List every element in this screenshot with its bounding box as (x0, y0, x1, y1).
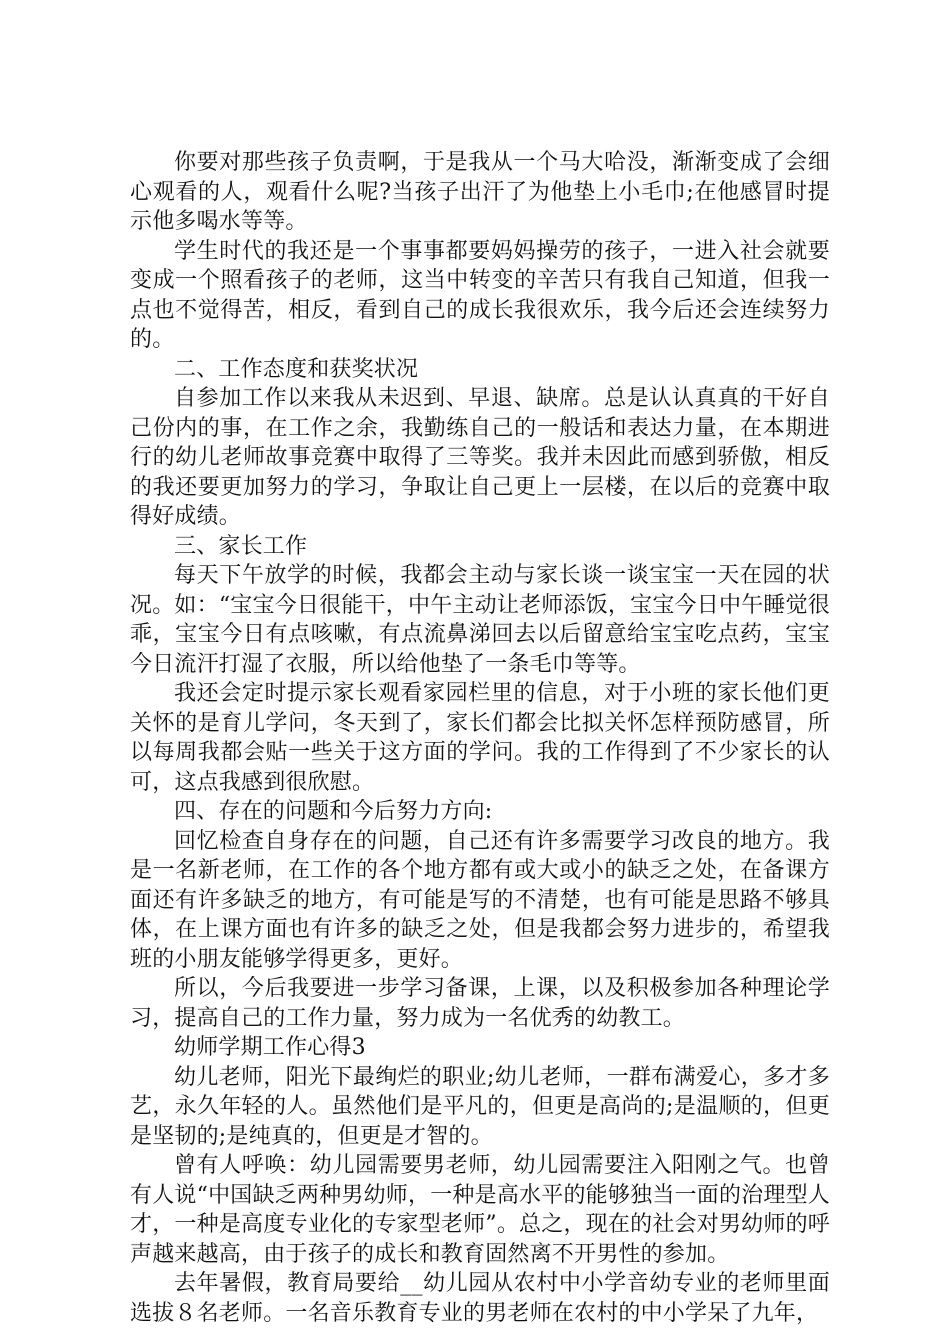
section-heading-2: 二、工作态度和获奖状况 (174, 356, 419, 382)
section-heading-4: 四、存在的问题和今后努力方向: (174, 799, 493, 824)
paragraph-2: 学生时代的我还是一个事事都要妈妈操劳的孩子，一进入社会就要变成一个照看孩子的老师，这当中转变的辛苦只有我自己知道，但我一点也不觉得苦，相反，看到自己的成长我很欢乐，我今后还会连续努力的。 (130, 238, 830, 352)
paragraph-6: 每天下午放学的时候，我都会主动与家长谈一谈宝宝一天在园的状况。如：“宝宝今日很能干，中午主动让老师添饭，宝宝今日中午睡觉很乖，宝宝今日有点咳嗽，有点流鼻涕回去以后留意给宝宝吃点药，宝宝今日流汗打湿了衣服，所以给他垫了一条毛巾等等。 (130, 563, 830, 677)
paragraph-9: 回忆检查自身存在的问题，自己还有许多需要学习改良的地方。我是一名新老师，在工作的各个地方都有或大或小的缺乏之处，在备课方面还有许多缺乏的地方，有可能是写的不清楚，也有可能是思路不够具体，在上课方面也有许多的缺乏之处，但是我都会努力进步的，希望我班的小朋友能够学得更多，更好。 (130, 828, 830, 972)
paragraph-4: 自参加工作以来我从未迟到、早退、缺席。总是认认真真的干好自己份内的事，在工作之余，我勤练自己的一般话和表达力量，在本期进行的幼儿老师故事竞赛中取得了三等奖。我并未因此而感到骄傲，相反的我还要更加努力的学习，争取让自己更上一层楼，在以后的竞赛中取得好成绩。 (130, 386, 830, 529)
paragraph-13: 曾有人呼唤：幼儿园需要男老师，幼儿园需要注入阳刚之气。也曾有人说“中国缺乏两种男幼师，一种是高水平的能够独当一面的治理型人才，一种是高度专业化的专家型老师”。总之，现在的社会对男幼师的呼声越来越高，由于孩子的成长和教育固然离不开男性的参加。 (130, 1153, 830, 1267)
section-heading-3: 三、家长工作 (174, 533, 308, 559)
paragraph-14: 去年暑假，教育局要给__幼儿园从农村中小学音幼专业的老师里面选拔８名老师。一名音乐教育专业的男老师在农村的中小学呆了九年， (130, 1271, 830, 1326)
paragraph-1: 你要对那些孩子负责啊，于是我从一个马大哈没，渐渐变成了会细心观看的人，观看什么呢?当孩子出汗了为他垫上小毛巾;在他感冒时提示他多喝水等等。 (130, 150, 830, 234)
document-body (130, 148, 830, 1328)
article-title-3: 幼师学期工作心得3 (174, 1035, 366, 1060)
paragraph-7: 我还会定时提示家长观看家园栏里的信息，对于小班的家长他们更关怀的是育儿学问，冬天到了，家长们都会比拟关怀怎样预防感冒，所以每周我都会贴一些关于这方面的学问。我的工作得到了不少家长的认可，这点我感到很欣慰。 (130, 681, 830, 795)
paragraph-10: 所以，今后我要进一步学习备课，上课，以及积极参加各种理论学习，提高自己的工作力量，努力成为一名优秀的幼教工。 (130, 976, 830, 1031)
paragraph-12: 幼儿老师，阳光下最绚烂的职业;幼儿老师，一群布满爱心，多才多艺，永久年轻的人。虽然他们是平凡的，但更是高尚的;是温顺的，但更是坚韧的;是纯真的，但更是才智的。 (130, 1064, 830, 1149)
